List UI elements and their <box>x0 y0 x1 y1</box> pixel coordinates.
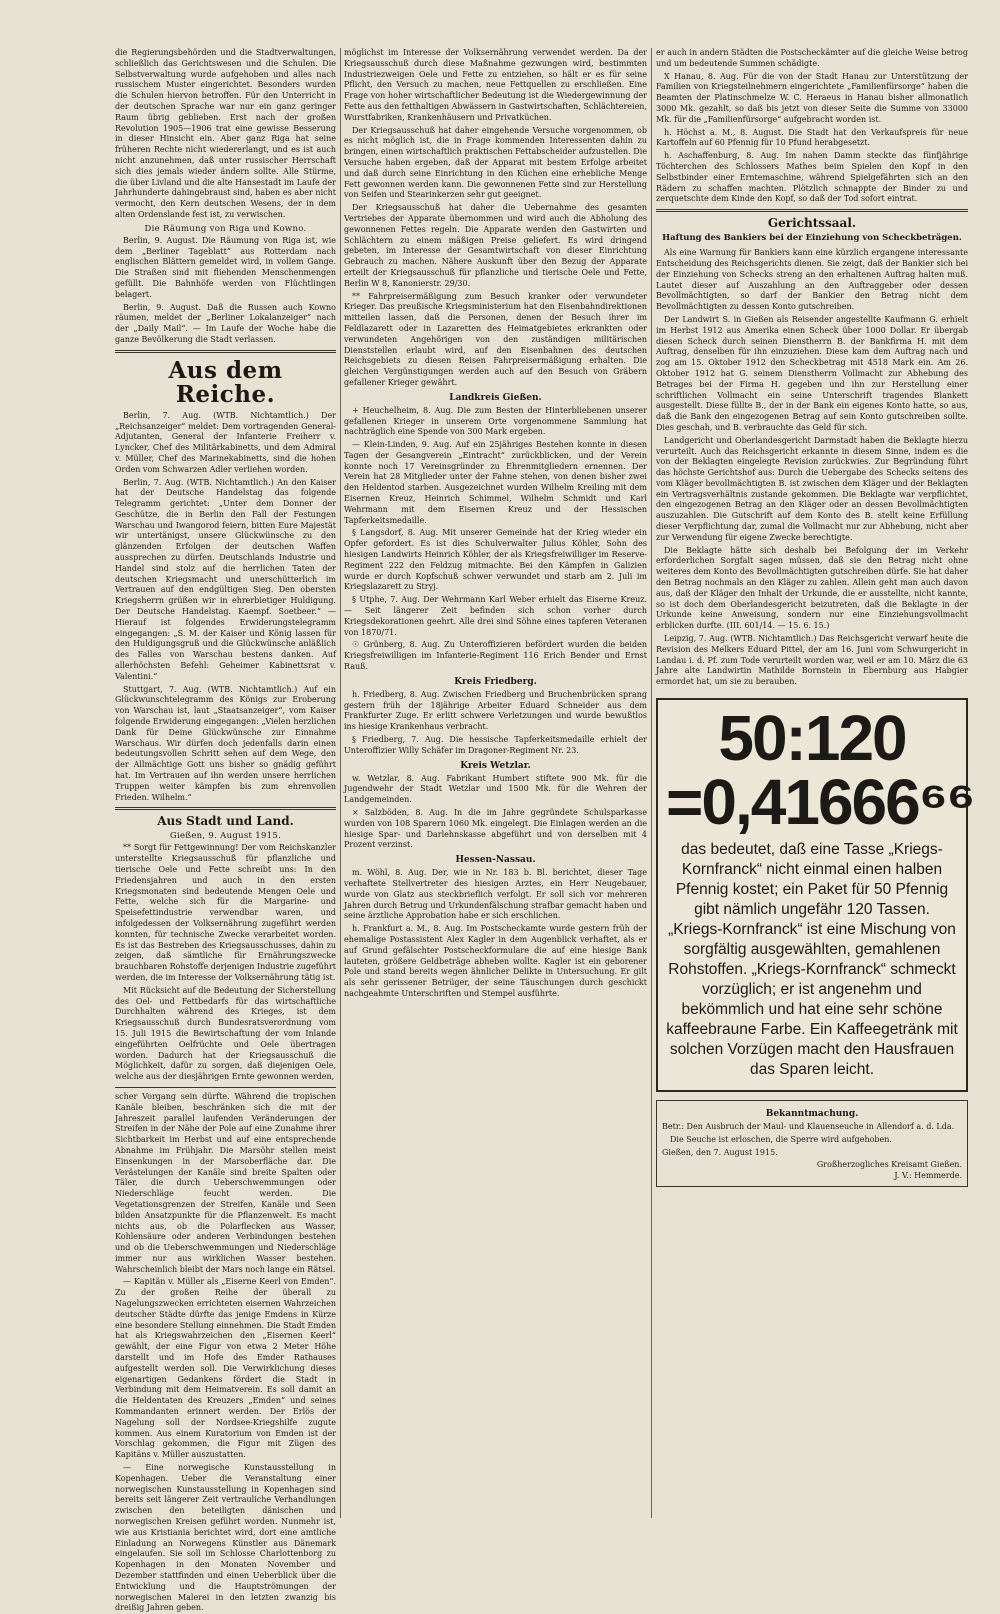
kornfranck-advertisement <box>656 698 974 1092</box>
section-heading-reiche: Aus dem Reiche. <box>168 356 283 408</box>
news-item: — Klein-Linden, 9. Aug. Auf ein 25jähriges Bestehen konnte in diesen Tagen der Gesangverein „Eintracht“ zurückblicken, und der Verein konnte noch 17 Vereinsgründer zu Ehrenmitgliedern ernennen. Der Verein hat 28 Mitglieder unter der Fahne stehen, von denen bisher zwei den Heldentod starben. Ausgezeichnet wurden Wilhelm Kreiling mit dem Eisernen Kreuz, Heinrich Schimmel, Wilhelm Schmidt und Karl Wehrmann mit dem Eisernen Kreuz und der Hessischen Tapferkeitsmedaille. <box>344 440 647 525</box>
feuilleton-divider <box>115 1087 336 1088</box>
news-item: w. Wetzlar, 8. Aug. Fabrikant Humbert stiftete 900 Mk. für die Jugendwehr der Stadt Wetzlar und 1500 Mk. für die Wehren der Landgemeinden. <box>344 773 647 805</box>
article-subheading: Haftung des Bankiers bei der Einziehung von Scheckbeträgen. <box>662 233 962 244</box>
news-item: h. Aschaffenburg, 8. Aug. Im nahen Damm steckte das fünfjährige Töchterchen des Schlossers Mathes beim Spielen den Kopf in den Selbstbinder einer Erntemaschine, während Spielgefährten sich an den Rädern zu schaffen machten. Plötzlich schnappte der Binder zu und zerquetschte dem Kinde den Kopf, so daß der Tod sofort eintrat. <box>656 151 968 204</box>
riga-article-end: die Regierungsbehörden und die Stadtverwaltungen, schließlich das Gerichtswesen und die Schulen. Die Selbstverwaltung wurde aufgehoben und alles nach russischem Muster eingerichtet. Besonders wurden die Schulen hiervon betroffen. Für den Unterricht in der deutschen Sprache war nur ein ganz geringer Raum übrig geblieben. Erst nach der großen Revolution 1905—1906 trat eine gewisse Besserung in dieser Hinsicht ein. Aber ganz Riga hat seine früheren Rechte nicht wiedererlangt, und es ist auch nicht anzunehmen, daß unter russischer Herrschaft sich dies jemals wieder ändern sollte. Alle Stürme, die über Livland und die alte Hansestadt im Laufe der Jahrhunderte dahingebraust sind, haben es aber nicht vermocht, den Kern deutschen Wesens, der in dem alten Ordenslande fest ist, zu verwischen. <box>115 48 336 219</box>
ad-ratio-headline: 50:120 <box>718 702 906 775</box>
court-report: Die Beklagte hätte sich deshalb bei Befolgung der im Verkehr erforderlichen Sorgfalt sagen müssen, daß sie den Betrag nicht ohne weiteres dem Konto des Bevollmächtigten gutschreiben dürfe. Sie hat daher den Betrag nochmals an den Kläger zu zahlen. Allein geht man auch davon aus, daß der Kläger den Inhalt der Urkunde, die er ausstellte, nicht kannte, so ist doch dem Oberlandesgericht beizutreten, daß die Beklagte in der Urkunde keine Anweisung, sondern nur eine Einziehungsvollmacht erblicken durfte. (III. 601/14. — 15. 6. 15.) <box>656 545 968 631</box>
notice-signature: J. V.: Hemmerde. <box>894 1171 962 1181</box>
notice-subject: Betr.: Den Ausbruch der Maul- und Klauenseuche in Allendorf a. d. Lda. <box>662 1122 955 1132</box>
notice-authority: Großherzogliches Kreisamt Gießen. <box>816 1160 962 1170</box>
notice-title: Bekanntmachung. <box>765 1109 859 1120</box>
court-report: Leipzig, 7. Aug. (WTB. Nichtamtlich.) Das Reichsgericht verwarf heute die Revision des Melkers Eduard Pittel, der am 16. Juni vom Schwurgericht in Landau i. d. Pf. zum Tode verurteilt worden war, weil er am 10. März die 63 Jahre alte Landwirtin Mathilde Bornstein in Ebernburg aus Habgier ermordet hat, um sie zu berauben. <box>656 634 968 687</box>
news-item: h. Friedberg, 8. Aug. Zwischen Friedberg und Bruchenbrücken sprang gestern früh der 18jährige Arbeiter Eduard Schneider aus dem Frankfurter Zuge. Er erlitt schwere Verletzungen und wurde bewußtlos ins hiesige Krankenhaus verbracht. <box>344 689 647 732</box>
news-item: × Salzböden, 8. Aug. In die im Jahre gegründete Schulsparkasse wurden von 108 Sparern 1060 Mk. eingelegt. Die Einlagen werden an die hiesige Spar- und Darlehnskasse abgeführt und von derselben mit 4 Prozent verzinst. <box>344 808 647 850</box>
news-item: Berlin, 7. Aug. (WTB. Nichtamtlich.) Der „Reichsanzeiger“ meldet: Dem vortragenden General-Adjutanten, General der Infanterie Freiherr v. Lyncker, Chef des Militärkabinetts, und dem Admiral v. Müller, Chef des Marinekabinetts, sind die hohen Orden vom Schwarzen Adler verliehen worden. <box>115 410 336 474</box>
ad-ratio-result: =0,41666⁶⁶ <box>666 766 974 839</box>
section-heading-landkreis: Landkreis Gießen. <box>449 392 542 403</box>
news-item: Der Kriegsausschuß hat daher eingehende Versuche vorgenommen, ob es nicht möglich ist, die in Frage kommenden Interessenten dahin zu bringen, einen wirtschaftlich praktischen Fettabscheider aufzustellen. Die Versuche haben ergeben, daß der Apparat mit bestem Erfolge arbeitet und daß durch seine Einrichtung in den Küchen eine erhebliche Menge Fett gewonnen werden kann. Die gewonnenen Fette sind zur Herstellung von Seifen und Stearinkerzen sehr gut geeignet. <box>344 125 647 200</box>
news-item: + Heuchelheim, 8. Aug. Die zum Besten der Hinterbliebenen unserer gefallenen Krieger in unserem Orte vorgenommene Sammlung hat nachträglich eine Spende von 300 Mark ergeben. <box>344 405 647 437</box>
section-heading-nassau: Hessen-Nassau. <box>455 855 536 866</box>
court-report: Landgericht und Oberlandesgericht Darmstadt haben die Beklagte hierzu verurteilt. Auch das Reichsgericht erkannte in diesem Sinne, indem es die von der Beklagten eingelegte Revision zurückwies. Zur Begründung führt das höchste Gerichtshof aus: Durch die Uebergabe des Schecks seitens des vom Kläger bevollmächtigten B. ist zwischen dem Kläger und der Beklagten ein Vertragsverhältnis zustande gekommen. Die Beklagte war verpflichtet, den eingezogenen Betrag an den Kläger oder an dessen Bevollmächtigten auszuzahlen. Die Gutschrift auf dem Konto des B. stellt keine Erfüllung dieser Verpflichtung dar, zumal die Vollmacht nur zur Abhebung, nicht aber zur Verwendung für eigene Zwecke berechtigte. <box>656 435 968 542</box>
column-3 <box>656 48 974 1518</box>
section-heading-wetzlar: Kreis Wetzlar. <box>460 760 531 771</box>
news-item: § Langsdorf, 8. Aug. Mit unserer Gemeinde hat der Krieg wieder ein Opfer gefordert. Es ist dies Schulverwalter Julius Köhler, Sohn des hiesigen Landwirts Heinrich Köhler, der als Kriegsfreiwilliger im Reserve-Regiment 222 den Feldzug mitmachte. Bei den Kämpfen in Galizien wurde er durch Kopfschuß schwer verwundet und starb am 2. Juli im Kriegslazarett zu Stryj. <box>344 528 647 592</box>
news-item: § Utphe, 7. Aug. Der Wehrmann Karl Weber erhielt das Eiserne Kreuz. — Seit längerer Zeit befinden sich schon vorher durch Kriegsdekorationen geehrt. Alle drei sind Söhne eines tapferen Veteranen von 1870/71. <box>344 595 647 637</box>
news-item: ** Fahrpreisermäßigung zum Besuch kranker oder verwundeter Krieger. Das preußische Kriegsministerium hat den Eisenbahndirektionen mitteilen lassen, daß die Personen, denen der Besuch ihrer im Feldlazarett oder in Lazaretten des Heimatgebietes erkrankten oder verwundeten Angehörigen von den zuständigen militärischen Dienststellen erlaubt wird, auf den Eisenbahnen des deutschen Reichsgebiets zu diesen Reisen Fahrpreisermäßigung erhalten. Die gleichen Vergünstigungen werden auch auf den Besuch von Gräbern gefallener Krieger gewährt. <box>344 291 647 387</box>
feuilleton-text: scher Vorgang sein dürfte. Während die tropischen Kanäle bleiben, beschränken sich die mit der Jahreszeit parallel laufenden Veränderungen der Streifen in der Nähe der Pole auf eine Zunahme ihrer Sichtbarkeit im Herbst und auf eine entsprechende Abnahme im Frühjahr. Die Marsöhr stellen meist Einsenkungen in der Marsoberfläche dar. Die Verästelungen der Kanäle sind breite Spalten oder Täler, die durch Ueberschwemmungen oder Niederschläge feucht werden. Die Vegetationsgrenzen der Streifen, Kanäle und Seen bilden Ansatzpunkte für die Pflanzenwelt. Es macht nichts aus, ob die Polarflecken aus Wasser, Kohlensäure oder anderen Verbindungen bestehen und ob die Ueberschwemmungen und Niederschläge immer nur aus wirklichen Wasser bestehen. Wahrscheinlich bleibt der Mars noch lange ein Rätsel. <box>115 1091 336 1274</box>
section-divider <box>115 807 336 810</box>
news-item: möglichst im Interesse der Volksernährung verwendet werden. Da der Kriegsausschuß durch diese Maßnahme gezwungen wird, bestimmten Industriezweigen Oele und Fette zu entziehen, so hält er es für seine Pflicht, den Versuch zu machen, neue Fettquellen zu erschließen. Eine Frage von hoher wirtschaftlicher Bedeutung ist die Wiedergewinnung der Fette aus den fetthaltigen Abwässern in Gastwirtschaften, Schlächtereien, Wurstfabriken, Krankenhäusern und Privatküchen. <box>344 48 647 122</box>
dateline: Gießen, 9. August 1915. <box>169 831 282 842</box>
column-1 <box>115 48 336 1613</box>
news-item: Der Kriegsausschuß hat daher die Uebernahme des gesamten Vertriebes der Apparate übernommen und wird auch die Abholung des gewonnenen Fettes regeln. Die Apparate werden den Gastwirten und Schlächtern zu einem mäßigen Preise geliefert. Es wird dringend gebeten, im Interesse der Gesamtwirtschaft von dieser Einrichtung Gebrauch zu machen. Nähere Auskunft über den Bezug der Apparate erteilt der Kriegsausschuß für pflanzliche und tierische Oele und Fette, Berlin W 8, Kanonierstr. 29/30. <box>344 203 647 288</box>
news-item: Mit Rücksicht auf die Bedeutung der Sicherstellung des Oel- und Fettbedarfs für das wirtschaftliche Durchhalten während des Krieges, ist dem Kriegsausschuß durch Bundesratsverordnung vom 15. Juli 1915 die Bewirtschaftung der vom Inlande eingeführten Oelfrüchte und Oele übertragen worden. Dadurch hat der Kriegsausschuß die Möglichkeit, dafür zu sorgen, daß diejenigen Oele, welche aus der diesjährigen Ernte gewonnen werden, <box>115 985 336 1082</box>
section-heading-stadt: Aus Stadt und Land. <box>157 814 294 829</box>
news-item: ** Sorgt für Fettgewinnung! Der vom Reichskanzler unterstellte Kriegsausschuß für pflanzliche und tierische Oele und Fette schreibt uns: In den Friedensjahren und auch in den ersten Kriegsmonaten sind bedeutende Mengen Oele und Fette, welche sich für die Margarine- und Speisefettindustrie verwendbar waren, und infolgedessen der Volksernährung zugeführt werden konnten, für technische Zwecke verarbeitet worden. Es ist das Bestreben des Kriegsausschusses, dahin zu zeigen, daß sämtliche für Ernährungszwecke brauchbaren Rohstoffe derjenigen Industrie zugeführt werden, die im Interesse der Volksernährung tätig ist. <box>115 843 336 982</box>
court-report: Der Landwirt S. in Gießen als Reisender angestellte Kaufmann G. erhielt im Herbst 1912 aus Amerika einen Scheck über 1000 Dollar. Er übergab diesen Scheck durch seinen Dienstherrn B. der Bankfirma H. mit dem Auftrag, denselben für ihn einzuziehen. Diese kam dem Auftrag nach und zog am 15. Oktober 1912 den Scheckbetrag mit 4518 Mark ein. Am 26. Oktober 1912 hat G. seinem Dienstherrn Vollmacht zur Abhebung des Betrages bei der Firma H. gegeben und ihn zur Herstellung einer schriftlichen Vollmacht ein seine Unterschrift tragendes Blankett ausgestellt. Diese füllte B., der in der Bank ein eigenes Konto hatte, so aus, daß die Bank den eingezogenen Betrag auf sein Konto gutschreiben sollte. Dies geschah, und B. verbrauchte das Geld für sich. <box>656 314 968 432</box>
court-report: Als eine Warnung für Bankiers kann eine kürzlich ergangene interessante Entscheidung des Reichsgerichts dienen. Sie zeigt, daß der Bankier sich bei der Einziehung von Schecks streng an den erhaltenen Auftrag halten muß. Lautet dieser auf Auszahlung an den Auftraggeber oder dessen Bevollmächtigten, so darf der Bankier den Betrag nicht dem Bevollmächtigten zu dessen Konto gutschreiben. <box>656 248 968 312</box>
notice-body: Die Seuche ist erloschen, die Sperre wird aufgehoben. <box>670 1134 892 1144</box>
news-item: Berlin, 9. August. Daß die Russen auch Kowno räumen, meldet der „Berliner Lokalanzeiger“ nach der „Daily Mail“. — Im Laufe der Woche habe die ganze Bevölkerung die Stadt verlassen. <box>115 302 336 344</box>
news-item: Berlin, 9. August. Die Räumung von Riga ist, wie dem „Berliner Tageblatt“ aus Rotterdam nach englischen Blättern gemeldet wird, in vollem Gange. Die Straßen sind mit fliehenden Menschenmengen gefüllt. Die Bahnhöfe werden von Flüchtlingen belagert. <box>115 235 336 299</box>
section-divider <box>115 350 336 353</box>
news-item: h. Höchst a. M., 8. August. Die Stadt hat den Verkaufspreis für neue Kartoffeln auf 60 Pfennig für 10 Pfund herabgesetzt. <box>656 127 968 148</box>
column-divider <box>340 48 341 1518</box>
news-item: Berlin, 7. Aug. (WTB. Nichtamtlich.) An den Kaiser hat der Deutsche Handelstag das folgende Telegramm gerichtet: „Unter dem Donner der Geschütze, die in Berlin den Fall der Festungen Warschau und Iwangorod feiern, bitten Eure Majestät wir untertänigst, unsere Glückwünsche zu den glänzenden Erfolgen der deutschen Waffen aussprechen zu dürfen. Deutschlands Industrie und Handel sind stolz auf die herrlichen Taten der deutschen Kriegsmacht und unerschütterlich im Vertrauen auf den endgültigen Sieg. Den obersten Kriegsherrn grüßen wir in ehrerbietiger Huldigung. Der Deutsche Handelstag. Kaempf. Soetbeer.“ — Hierauf ist folgendes Erwiderungstelegramm eingegangen: „S. M. der Kaiser und König lassen für den Huldigungsgruß und die Glückwünsche anläßlich des Falles von Warschau bestens danken. Auf allerhöchsten Befehl: Geheimer Kabinettsrat v. Valentini.“ <box>115 477 336 681</box>
feuilleton-text: — Eine norwegische Kunstausstellung in Kopenhagen. Ueber die Veranstaltung einer norwegischen Kunstausstellung in Kopenhagen sind bereits seit längerer Zeit vertrauliche Verhandlungen zwischen den beteiligten dänischen und norwegischen Kreisen geführt worden. Nunmehr ist, wie aus Kristiania berichtet wird, dort eine amtliche Einladung an Norwegens Künstler aus Dänemark eingelaufen. Sie soll im Schlosse Charlottenborg zu Kopenhagen in den Monaten November und Dezember stattfinden und einen Ueberblick über die Entwicklung und die Hauptströmungen der norwegischen Malerei in den letzten zwanzig bis dreißig Jahren geben. <box>115 1463 336 1613</box>
notice-date: Gießen, den 7. August 1915. <box>662 1147 778 1157</box>
column-divider <box>651 48 652 1518</box>
column-2 <box>344 48 647 1518</box>
section-divider <box>656 209 968 212</box>
news-item: Stuttgart, 7. Aug. (WTB. Nichtamtlich.) Auf ein Glückwunschtelegramm des Königs zur Eroberung von Warschau ist, laut „Staatsanzeiger“, vom Kaiser folgende Erwiderung eingegangen: „Vielen herzlichen Dank für Deine Glückwünsche zur Einnahme Warschaus. Wir dürfen doch jedenfalls darin einen bedeutungsvollen Schritt sehen auf dem Wege, den der Allmächtige Gott uns bisher so gnädig geführt hat. Im Vertrauen auf ihn werden unsere herrlichen Truppen weiter kämpfen bis zum ehrenvollen Frieden. Wilhelm.“ <box>115 684 336 802</box>
news-item: m. Wöhl, 8. Aug. Der, wie in Nr. 183 b. Bl. berichtet, dieser Tage verhaftete Stellvertreter des hiesigen Arztes, ein Herr Neugebauer, wurde von Glatz aus steckbrieflich verfolgt. Er soll sich vor mehreren Jahren durch Betrug und Urkundenfälschung strafbar gemacht haben und seine ärztliche Approbation habe er sich erschlichen. <box>344 868 647 921</box>
ad-body-text: das bedeutet, daß eine Tasse „Kriegs-Kornfranck“ nicht einmal einen halben Pfennig kostet; ein Paket für 50 Pfennig gibt nämlich ungefähr 120 Tassen. „Kriegs-Kornfranck“ ist eine Mischung von sorgfältig ausgewählten, gemahlenen Rohstoffen. „Kriegs-Kornfranck“ schmeckt vorzüglich; er ist angenehm und bekömmlich und hat eine sehr schöne kaffeebraune Farbe. Ein Kaffeegetränk mit solchen Vorzügen macht den Hausfrauen das Sparen leicht. <box>666 841 958 1079</box>
news-item: er auch in andern Städten die Postscheckämter auf die gleiche Weise betrog und um bedeutende Summen schädigte. <box>656 48 968 68</box>
feuilleton-text: — Kapitän v. Müller als „Eiserne Keerl von Emden“. Zu der großen Reihe der überall zu Nagelungszwecken errichteten eisernen Wahrzeichen deutscher Städte dürfte das jenige Emdens in Kürze eine besondere Stellung einnehmen. Die Stadt Emden hat als Kriegswahrzeichen den „Eisernen Keerl“ gewählt, der eine Figur von etwa 2 Meter Höhe darstellt und im Hofe des Emder Rathauses aufgestellt werden soll. Die Verwirklichung dieses eigenartigen Gedankens fördert die Stadt in Verbindung mit dem Heimatverein. Es soll damit an die Heldentaten des Kreuzers „Emden“ und seines Kommandanten erinnert werden. Der Erlös der Nagelung soll der Nordsee-Kriegshilfe zugute kommen. Aus einem Kuratorium von Emden ist der Vorschlag gekommen, die Figur mit Zügen des Kapitäns v. Müller auszustatten. <box>115 1277 336 1460</box>
news-item: h. Frankfurt a. M., 8. Aug. Im Postscheckamte wurde gestern früh der ehemalige Postassistent Alex Kagler in dem Augenblick verhaftet, als er auf Grund gefälschter Postscheckformulare die auf eine hiesige Bank lauteten, größere Geldbeträge abheben wollte. Kagler ist ein geborener Pole und stand bereits wegen ähnlicher Delikte in Untersuchung. Er gilt als sehr gerissener Betrüger, der seine Täuschungen durch geschickt nachgeahmte Unterschriften und Stempel ausführte. <box>344 924 647 998</box>
news-item: ☉ Grünberg, 8. Aug. Zu Unteroffizieren befördert wurden die beiden Kriegsfreiwilligen im Infanterie-Regiment 116 Erich Bender und Ernst Rauß. <box>344 640 647 672</box>
news-item: X Hanau, 8. Aug. Für die von der Stadt Hanau zur Unterstützung der Familien von Kriegsteilnehmern eingerichtete „Familienfürsorge“ haben die Beamten der Platinschmelze W. C. Heraeus in Hanau bisher allmonatlich 3000 Mk. gezahlt, so daß bis jetzt von dieser Seite die Summe von 33000 Mk. für die „Familienfürsorge“ aufgebracht worden ist. <box>656 71 968 124</box>
section-heading-friedberg: Kreis Friedberg. <box>454 676 537 687</box>
news-item: § Friedberg, 7. Aug. Die hessische Tapferkeitsmedaille erhielt der Unteroffizier Willy Schäfer im Dragoner-Regiment Nr. 23. <box>344 735 647 755</box>
section-heading-gerichtssaal: Gerichtssaal. <box>767 216 857 231</box>
section-heading-raeumung: Die Räumung von Riga und Kowno. <box>144 223 307 234</box>
official-notice <box>656 1100 968 1187</box>
